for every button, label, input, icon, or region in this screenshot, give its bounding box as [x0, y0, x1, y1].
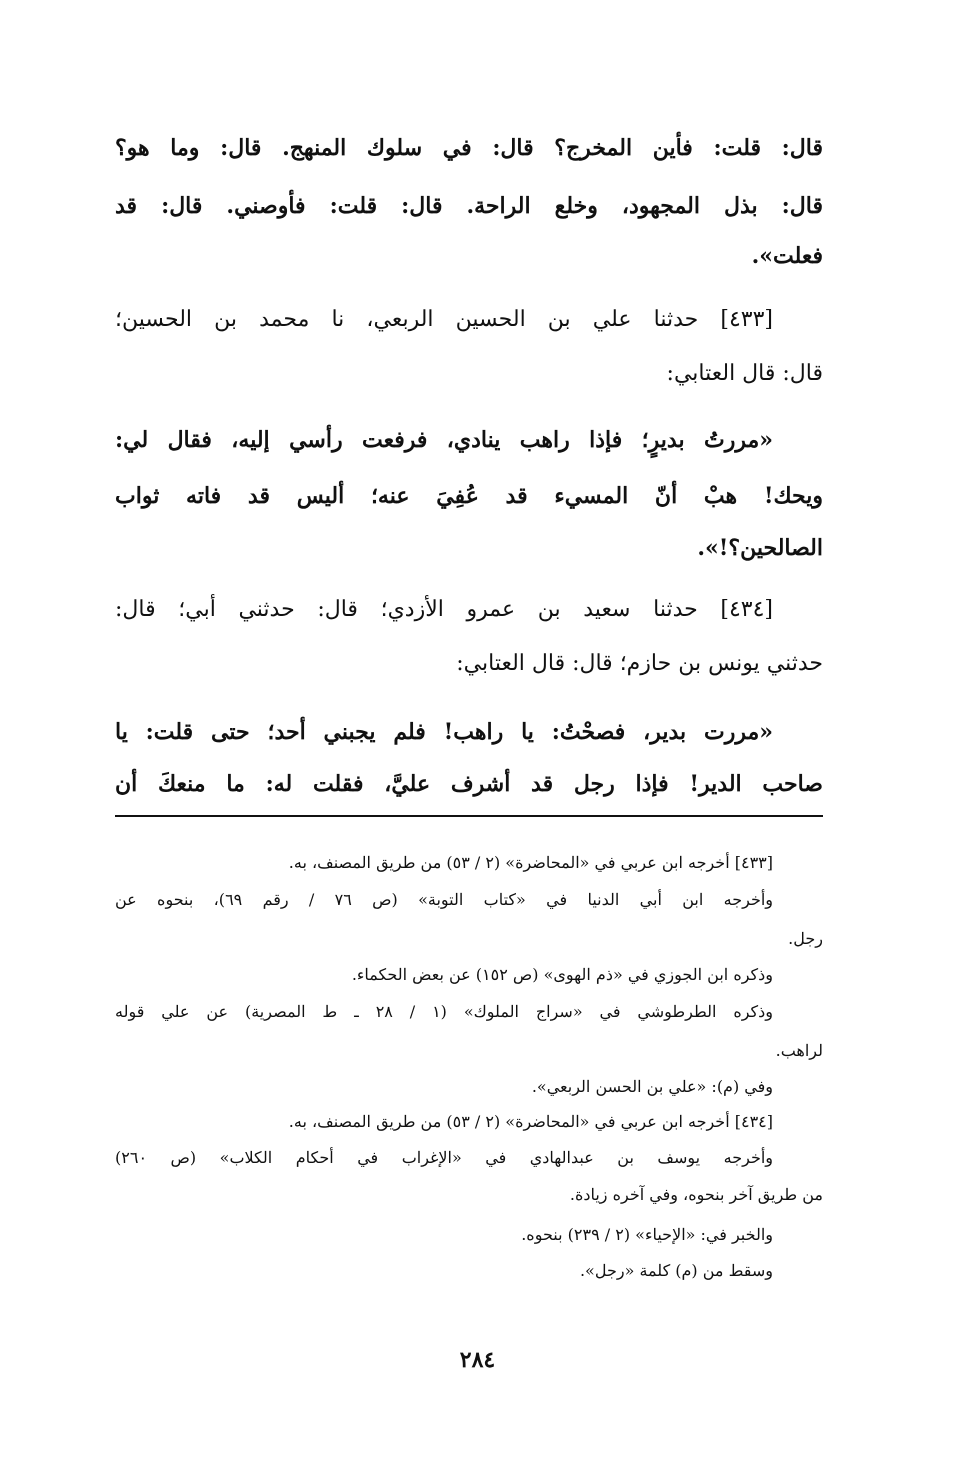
quote-line: «مررتُ بديرٍ؛ فإذا راهب ينادي، فرفعت رأسي إليه، فقال لي:: [115, 427, 773, 453]
footnote-line: والخبر في: «الإحياء» (٢ / ٢٣٩) بنحوه.: [521, 1225, 773, 1244]
page-number: ٢٨٤: [459, 1347, 496, 1373]
text-line: حدثني يونس بن حازم؛ قال: قال العتابي:: [456, 651, 823, 676]
footnote-line: وذكره الطرطوشي في «سراج الملوك» (١ / ٢٨ ـ ط المصرية) عن علي قوله: [115, 1002, 773, 1021]
text-line: قال: قال العتابي:: [666, 361, 823, 386]
quote-line: ويحك! هبْ أنّ المسيء قد عُفِيَ عنه؛ أليس قد فاته ثواب: [115, 483, 823, 509]
footnote-line: رجل.: [788, 929, 823, 948]
hadith-434-line: [٤٣٤] حدثنا سعيد بن عمرو الأزدي؛ قال: حدثني أبي؛ قال:: [115, 597, 773, 622]
quote-line: الصالحين؟!».: [697, 535, 823, 561]
footnote-line: وسقط من (م) كلمة «رجل».: [579, 1261, 773, 1280]
footnote-line: من طريق آخر بنحوه، وفي آخره زيادة.: [569, 1185, 823, 1204]
text-line: قال: بذل المجهود، وخلع الراحة. قال: قلت: فأوصني. قال: قد: [115, 193, 823, 219]
footnote-line: لراهب.: [775, 1041, 823, 1060]
footnote-line: [٤٣٣] أخرجه ابن عربي في «المحاضرة» (٢ / ٥٣) من طريق المصنف، به.: [288, 853, 773, 872]
footnote-line: وأخرجه يوسف بن عبدالهادي في «الإغراب في أحكام الكلاب» (ص ٢٦٠): [115, 1148, 773, 1167]
text-line: قال: قلت: فأين المخرج؟ قال: في سلوك المنهج. قال: وما هو؟: [115, 135, 823, 161]
quote-line: صاحب الدير! فإذا رجل قد أشرف عليَّ، فقلت له: ما منعكَ أن: [115, 771, 823, 797]
footnote-line: [٤٣٤] أخرجه ابن عربي في «المحاضرة» (٢ / ٥٣) من طريق المصنف، به.: [288, 1112, 773, 1131]
footnote-line: وفي (م): «علي بن الحسن الربعي».: [531, 1077, 773, 1096]
footnote-line: وأخرجه ابن أبي الدنيا في «كتاب التوبة» (ص ٧٦ / رقم ٦٩)، بنحوه عن: [115, 890, 774, 909]
text-line: فعلت».: [751, 243, 823, 269]
hadith-433-line: [٤٣٣] حدثنا علي بن الحسين الربعي، نا محمد بن الحسين؛: [115, 307, 773, 332]
quote-line: «مررت بدير، فصحْتُ: يا راهب! فلم يجبني أحد؛ حتى قلت: يا: [115, 719, 773, 745]
footnote-line: وذكره ابن الجوزي في «ذم الهوى» (ص ١٥٢) عن بعض الحكماء.: [351, 965, 773, 984]
footnote-separator: [115, 815, 823, 817]
